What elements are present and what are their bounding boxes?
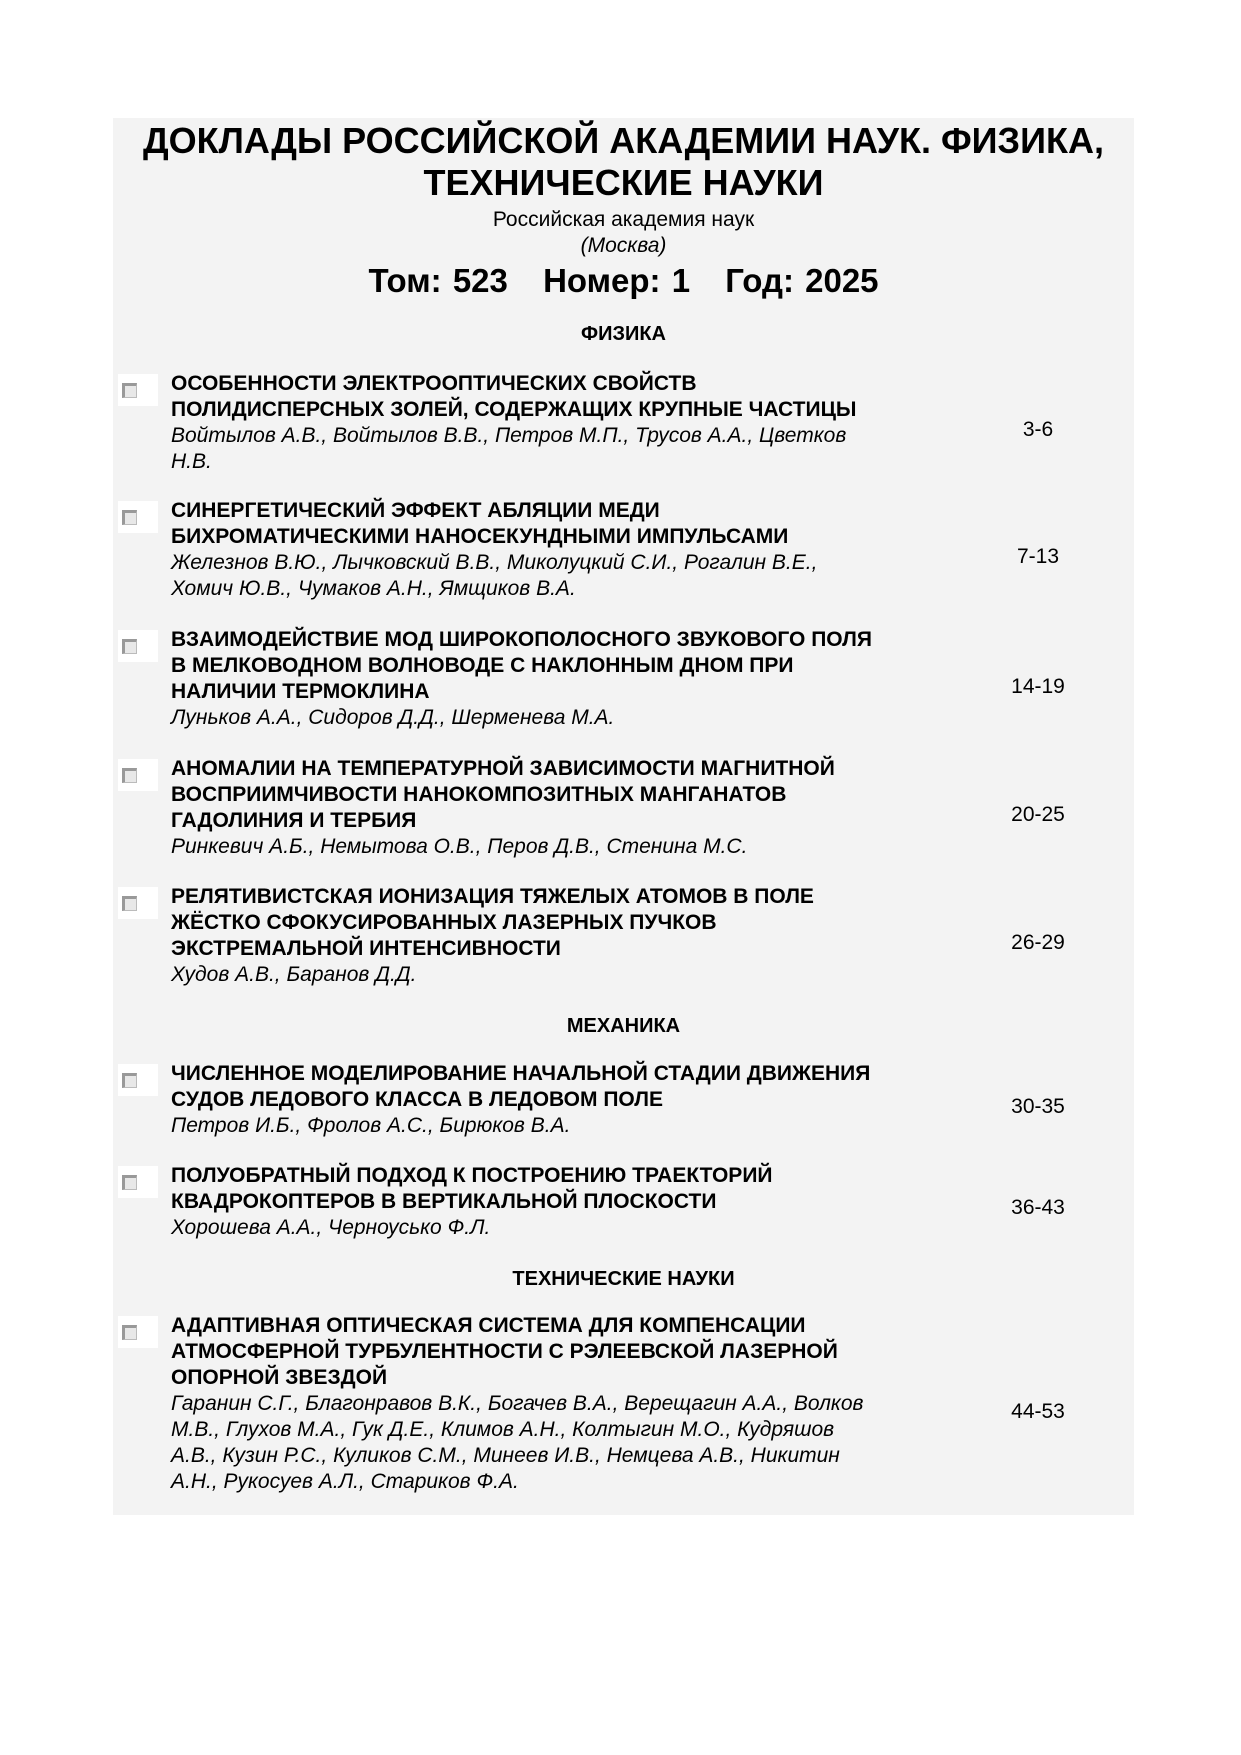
- article-title-link[interactable]: ЖЁСТКО СФОКУСИРОВАННЫХ ЛАЗЕРНЫХ ПУЧКОВ: [171, 911, 717, 934]
- article-title-link[interactable]: КВАДРОКОПТЕРОВ В ВЕРТИКАЛЬНОЙ ПЛОСКОСТИ: [171, 1190, 717, 1213]
- article-title-link[interactable]: НАЛИЧИИ ТЕРМОКЛИНА: [171, 680, 430, 703]
- checkbox-icon: [122, 896, 137, 911]
- article-title-link[interactable]: ОСОБЕННОСТИ ЭЛЕКТРООПТИЧЕСКИХ СВОЙСТВ: [171, 372, 697, 395]
- year: Год: 2025: [725, 262, 879, 299]
- article-authors: Хорошева А.А., Черноусько Ф.Л.: [171, 1216, 491, 1239]
- article-authors: Н.В.: [171, 450, 212, 473]
- section-heading: ТЕХНИЧЕСКИЕ НАУКИ: [512, 1268, 735, 1290]
- article-title-link[interactable]: ВЗАИМОДЕЙСТВИЕ МОД ШИРОКОПОЛОСНОГО ЗВУКОВОГО ПОЛЯ: [171, 628, 872, 651]
- select-article-checkbox[interactable]: [118, 1316, 158, 1348]
- checkbox-icon: [122, 768, 137, 783]
- article-authors: Луньков А.А., Сидоров Д.Д., Шерменева М.А.: [171, 706, 615, 729]
- article-entry: [171, 756, 971, 860]
- journal-title-line1: ДОКЛАДЫ РОССИЙСКОЙ АКАДЕМИИ НАУК. ФИЗИКА,: [143, 120, 1104, 161]
- article-authors: Гаранин С.Г., Благонравов В.К., Богачев В.А., Верещагин А.А., Волков: [171, 1392, 864, 1415]
- issue-number: Номер: 1: [543, 262, 691, 299]
- article-title-link[interactable]: СУДОВ ЛЕДОВОГО КЛАССА В ЛЕДОВОМ ПОЛЕ: [171, 1088, 663, 1111]
- article-pages: 20-25: [1011, 803, 1065, 826]
- select-article-checkbox[interactable]: [118, 501, 158, 533]
- article-title-link[interactable]: ВОСПРИИМЧИВОСТИ НАНОКОМПОЗИТНЫХ МАНГАНАТОВ: [171, 783, 787, 806]
- article-title-link[interactable]: АНОМАЛИИ НА ТЕМПЕРАТУРНОЙ ЗАВИСИМОСТИ МАГНИТНОЙ: [171, 757, 835, 780]
- article-pages: 26-29: [1011, 931, 1065, 954]
- checkbox-icon: [122, 383, 137, 398]
- article-title-link[interactable]: ОПОРНОЙ ЗВЕЗДОЙ: [171, 1366, 388, 1389]
- select-article-checkbox[interactable]: [118, 630, 158, 662]
- article-title-link[interactable]: АДАПТИВНАЯ ОПТИЧЕСКАЯ СИСТЕМА ДЛЯ КОМПЕНСАЦИИ: [171, 1314, 806, 1337]
- article-title-link[interactable]: ЭКСТРЕМАЛЬНОЙ ИНТЕНСИВНОСТИ: [171, 937, 561, 960]
- article-entry: [171, 1061, 971, 1139]
- checkbox-icon: [122, 1073, 137, 1088]
- section-heading: МЕХАНИКА: [566, 1015, 681, 1037]
- article-authors: Железнов В.Ю., Лычковский В.В., Миколуцкий С.И., Рогалин В.Е.,: [171, 551, 818, 574]
- article-authors: Ринкевич А.Б., Немытова О.В., Перов Д.В., Стенина М.С.: [171, 835, 748, 858]
- checkbox-icon: [122, 1175, 137, 1190]
- article-title-link[interactable]: АТМОСФЕРНОЙ ТУРБУЛЕНТНОСТИ С РЭЛЕЕВСКОЙ ЛАЗЕРНОЙ: [171, 1340, 838, 1363]
- select-article-checkbox[interactable]: [118, 887, 158, 919]
- select-article-checkbox[interactable]: [118, 374, 158, 406]
- select-article-checkbox[interactable]: [118, 759, 158, 791]
- journal-title-line2: ТЕХНИЧЕСКИЕ НАУКИ: [423, 162, 824, 203]
- volume: Том: 523: [368, 262, 508, 299]
- article-authors: М.В., Глухов М.А., Гук Д.Е., Климов А.Н., Колтыгин М.О., Кудряшов: [171, 1418, 835, 1441]
- article-pages: 14-19: [1011, 675, 1065, 698]
- article-entry: [171, 884, 971, 988]
- article-authors: Худов А.В., Баранов Д.Д.: [171, 963, 417, 986]
- article-title-link[interactable]: ПОЛУОБРАТНЫЙ ПОДХОД К ПОСТРОЕНИЮ ТРАЕКТОРИЙ: [171, 1164, 773, 1187]
- article-authors: А.Н., Рукосуев А.Л., Стариков Ф.А.: [171, 1470, 519, 1493]
- article-title-link[interactable]: БИХРОМАТИЧЕСКИМИ НАНОСЕКУНДНЫМИ ИМПУЛЬСАМИ: [171, 525, 789, 548]
- city: (Москва): [580, 234, 667, 257]
- publisher: Российская академия наук: [492, 208, 755, 231]
- select-article-checkbox[interactable]: [118, 1064, 158, 1096]
- article-title-link[interactable]: ПОЛИДИСПЕРСНЫХ ЗОЛЕЙ, СОДЕРЖАЩИХ КРУПНЫЕ ЧАСТИЦЫ: [171, 398, 857, 421]
- article-title-link[interactable]: В МЕЛКОВОДНОМ ВОЛНОВОДЕ С НАКЛОННЫМ ДНОМ ПРИ: [171, 654, 794, 677]
- article-pages: 44-53: [1011, 1400, 1065, 1423]
- article-authors: Войтылов А.В., Войтылов В.В., Петров М.П., Трусов А.А., Цветков: [171, 424, 847, 447]
- article-title-link[interactable]: ГАДОЛИНИЯ И ТЕРБИЯ: [171, 809, 417, 832]
- checkbox-icon: [122, 1325, 137, 1340]
- article-entry: [171, 1163, 971, 1241]
- article-entry: [171, 1313, 971, 1495]
- article-pages: 3-6: [1022, 418, 1054, 441]
- article-pages: 36-43: [1011, 1196, 1065, 1219]
- section-heading: ФИЗИКА: [581, 323, 666, 345]
- article-entry: [171, 371, 971, 475]
- select-article-checkbox[interactable]: [118, 1166, 158, 1198]
- article-authors: А.В., Кузин Р.С., Куликов С.М., Минеев И.В., Немцева А.В., Никитин: [171, 1444, 840, 1467]
- article-pages: 7-13: [1016, 545, 1060, 568]
- article-authors: Петров И.Б., Фролов А.С., Бирюков В.А.: [171, 1114, 571, 1137]
- article-pages: 30-35: [1011, 1095, 1065, 1118]
- article-authors: Хомич Ю.В., Чумаков А.Н., Ямщиков В.А.: [171, 577, 576, 600]
- checkbox-icon: [122, 510, 137, 525]
- article-title-link[interactable]: РЕЛЯТИВИСТСКАЯ ИОНИЗАЦИЯ ТЯЖЕЛЫХ АТОМОВ В ПОЛЕ: [171, 885, 814, 908]
- issue-info: [113, 261, 1134, 301]
- article-entry: [171, 627, 971, 731]
- article-title-link[interactable]: ЧИСЛЕННОЕ МОДЕЛИРОВАНИЕ НАЧАЛЬНОЙ СТАДИИ ДВИЖЕНИЯ: [171, 1062, 871, 1085]
- article-title-link[interactable]: СИНЕРГЕТИЧЕСКИЙ ЭФФЕКТ АБЛЯЦИИ МЕДИ: [171, 499, 660, 522]
- article-entry: [171, 498, 971, 602]
- checkbox-icon: [122, 639, 137, 654]
